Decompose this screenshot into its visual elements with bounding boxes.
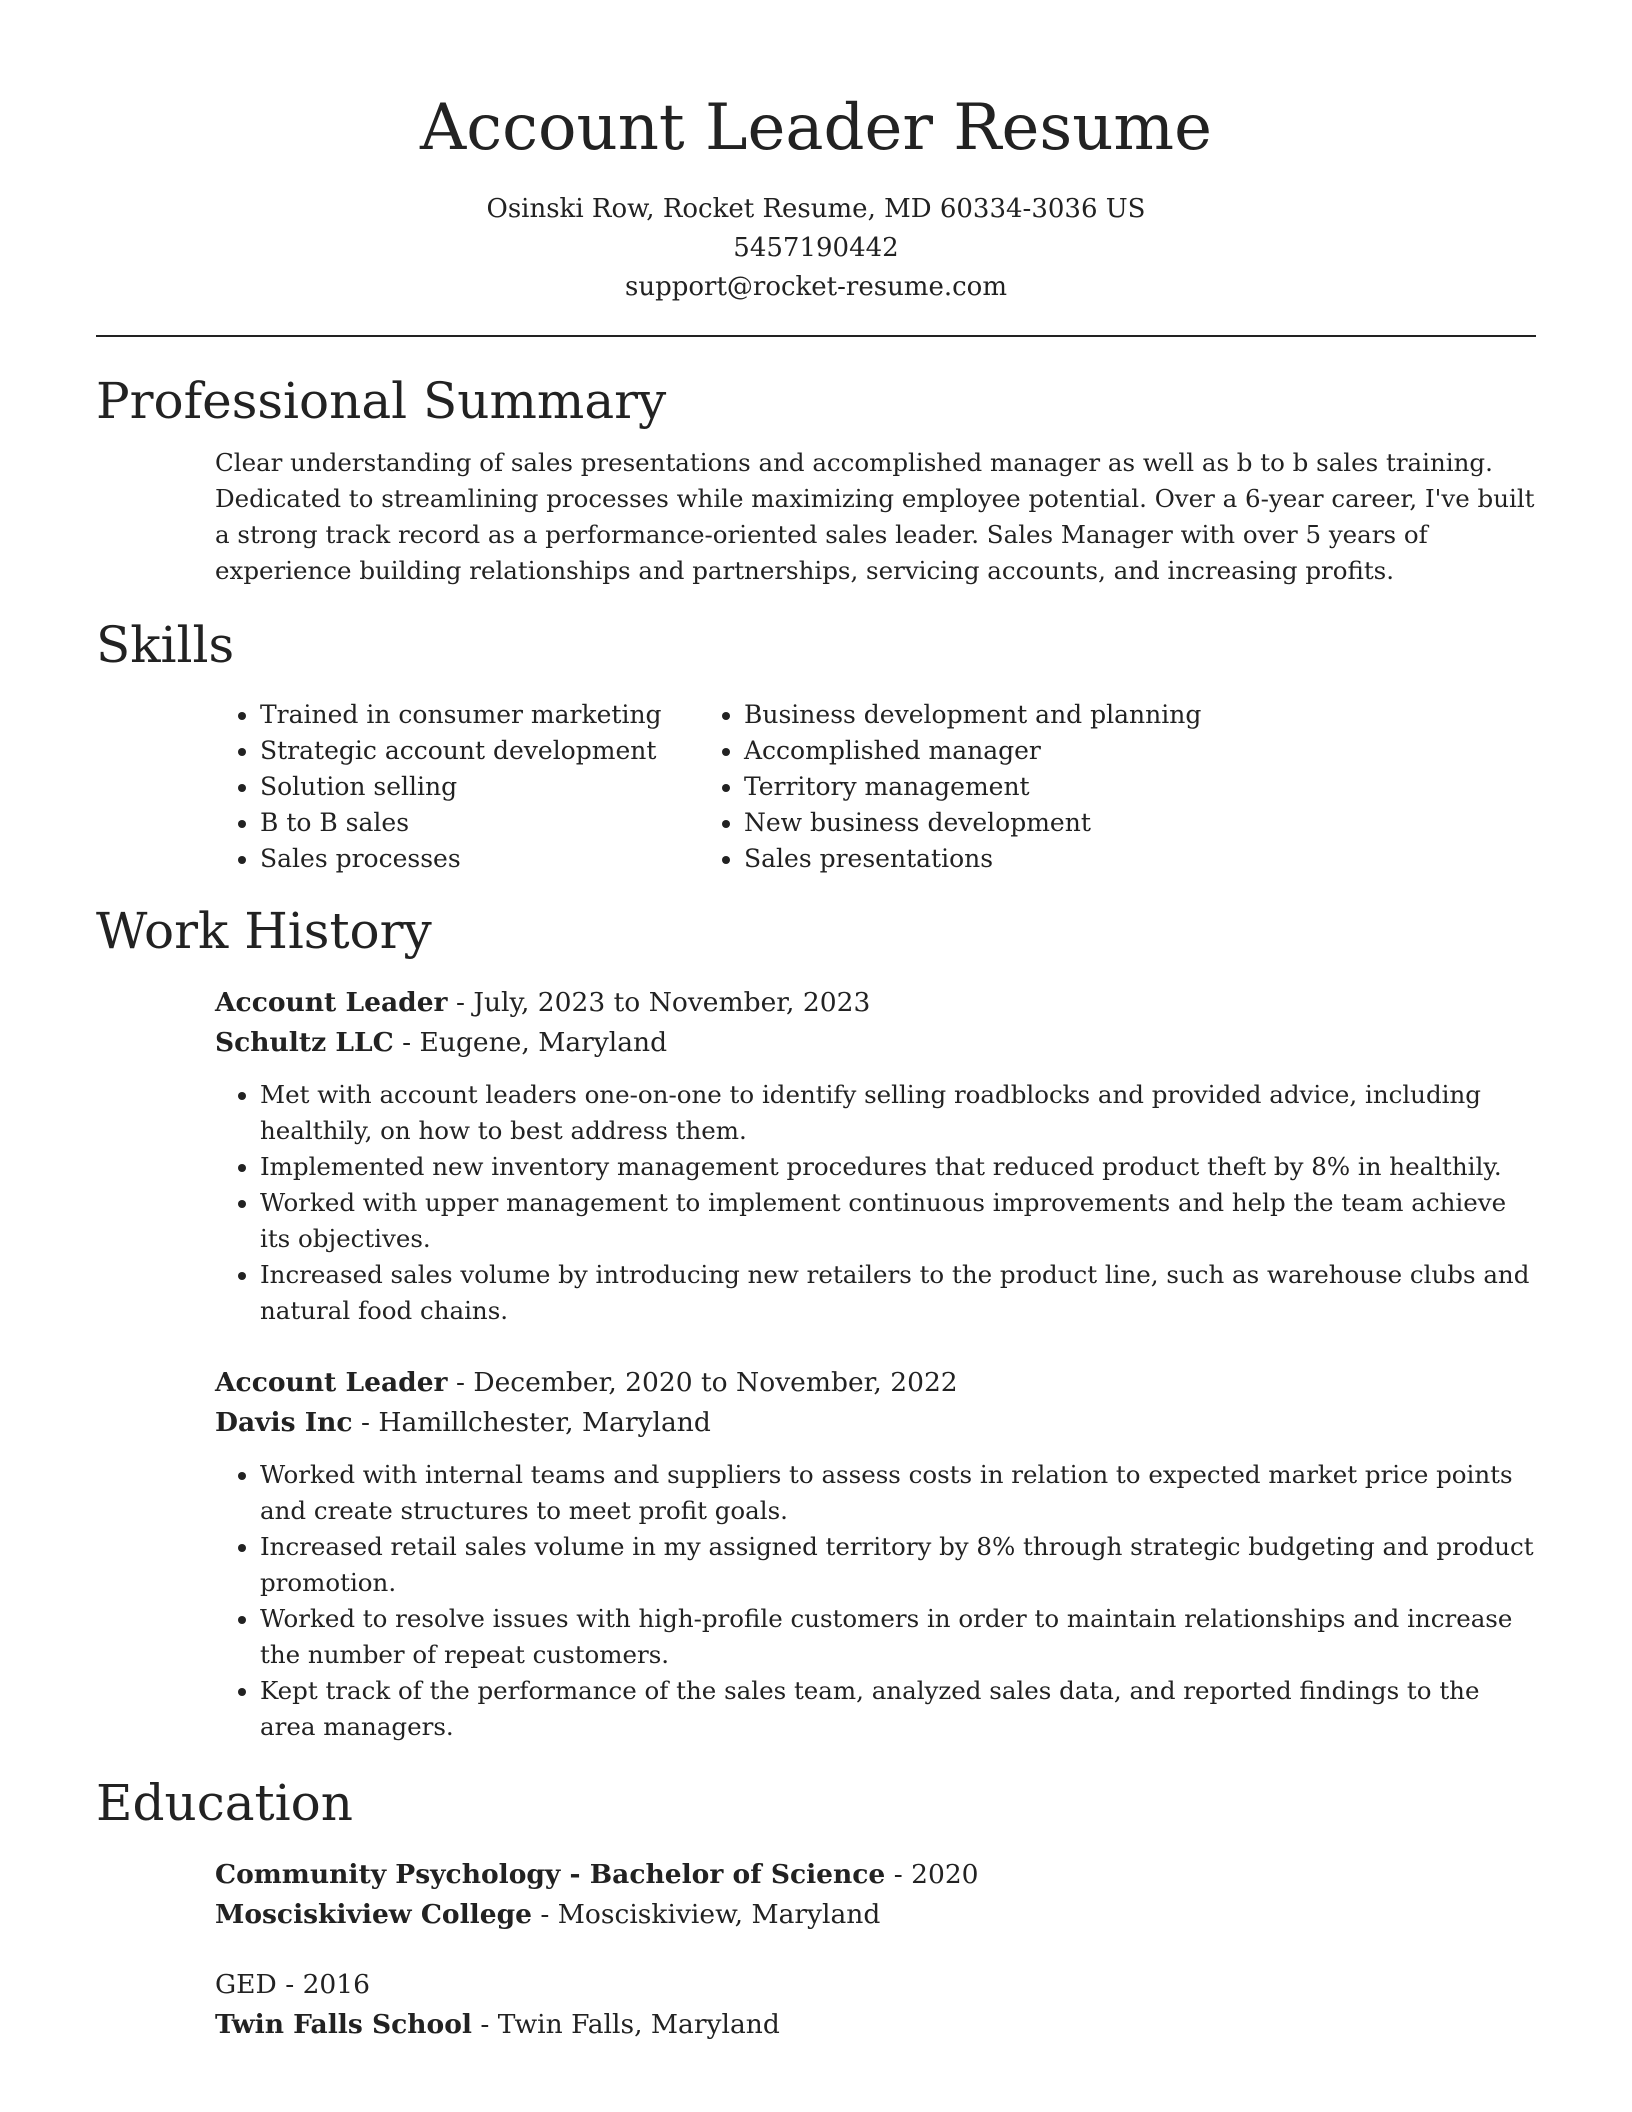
education-degree: GED: [215, 1969, 277, 2000]
job-bullet: • Met with account leaders one-on-one to identify selling roadblocks and provided advice, including healthily, on how to best address them.: [260, 1077, 1536, 1149]
job-entry: [215, 983, 1536, 1329]
summary-section: [96, 369, 1536, 589]
education-entry: [215, 1965, 1536, 2045]
skills-column-2: [744, 697, 1201, 877]
contact-address: Osinski Row, Rocket Resume, MD 60334-3036 US: [486, 194, 1146, 224]
education-school-line: [215, 2005, 1536, 2045]
job-entry: [215, 1363, 1536, 1745]
education-entry: [215, 1855, 1536, 1935]
job-title-line: [215, 1363, 1536, 1403]
summary-heading: Professional Summary: [96, 372, 667, 430]
skill-item: • Accomplished manager: [744, 733, 1201, 769]
skill-item: • Business development and planning: [744, 697, 1201, 733]
contact-email: support@rocket-resume.com: [624, 272, 1007, 302]
education-heading: Education: [96, 1774, 353, 1832]
work-history-section: [96, 899, 1536, 1745]
skill-item: • Strategic account development: [260, 733, 744, 769]
skills-section: [96, 613, 1536, 877]
skills-list: [96, 697, 1536, 877]
work-history-heading: Work History: [96, 902, 432, 960]
job-bullets: [215, 1457, 1536, 1745]
skill-item: • B to B sales: [260, 805, 744, 841]
resume-title: Account Leader Resume: [420, 91, 1212, 165]
job-company-line: [215, 1023, 1536, 1063]
skill-item: • Trained in consumer marketing: [260, 697, 744, 733]
skill-item: • Territory management: [744, 769, 1201, 805]
job-role: Account Leader: [215, 1367, 448, 1398]
job-company: Davis Inc: [215, 1407, 353, 1438]
education-school: Mosciskiview College: [215, 1899, 532, 1930]
skill-item: • Sales processes: [260, 841, 744, 877]
summary-text: Clear understanding of sales presentations and accomplished manager as well as b to b sales training. Dedicated to streamlining processes while maximizing employee potential. Over a 6-year career, I've built a strong track record as a performance-oriented sales leader. Sales Manager with over 5 years of experience building relationships and partnerships, servicing accounts, and increasing profits.: [215, 448, 1535, 585]
job-company: Schultz LLC: [215, 1027, 394, 1058]
job-role: Account Leader: [215, 987, 448, 1018]
job-bullet: • Increased retail sales volume in my assigned territory by 8% through strategic budgeting and product promotion.: [260, 1529, 1536, 1601]
job-title-line: [215, 983, 1536, 1023]
job-bullet: • Worked to resolve issues with high-profile customers in order to maintain relationships and increase the number of repeat customers.: [260, 1601, 1536, 1673]
education-school: Twin Falls School: [215, 2009, 472, 2040]
skills-heading: Skills: [96, 616, 235, 674]
education-location: - Mosciskiview, Maryland: [532, 1899, 881, 1930]
job-bullet: • Worked with upper management to implement continuous improvements and help the team achieve its objectives.: [260, 1185, 1536, 1257]
job-location: - Eugene, Maryland: [393, 1027, 668, 1058]
job-bullets: [215, 1077, 1536, 1329]
education-location: - Twin Falls, Maryland: [471, 2009, 780, 2040]
education-field: Community Psychology: [215, 1859, 561, 1890]
education-degree: - Bachelor of Science: [560, 1859, 886, 1890]
skill-item: • Sales presentations: [744, 841, 1201, 877]
skill-item: • New business development: [744, 805, 1201, 841]
education-year: - 2016: [276, 1969, 371, 2000]
header-divider: [96, 335, 1536, 337]
skill-item: • Solution selling: [260, 769, 744, 805]
job-location: - Hamillchester, Maryland: [352, 1407, 711, 1438]
education-year: - 2020: [885, 1859, 979, 1890]
job-bullet: • Worked with internal teams and suppliers to assess costs in relation to expected market price points and create structures to meet profit goals.: [260, 1457, 1536, 1529]
job-bullet: • Kept track of the performance of the sales team, analyzed sales data, and reported findings to the area managers.: [260, 1673, 1536, 1745]
resume-header: [96, 0, 1536, 307]
job-dates: - December, 2020 to November, 2022: [447, 1367, 958, 1398]
job-company-line: [215, 1403, 1536, 1443]
education-degree-line: [215, 1855, 1536, 1895]
education-school-line: [215, 1895, 1536, 1935]
contact-phone: 5457190442: [733, 233, 899, 263]
education-section: [96, 1771, 1536, 2045]
education-degree-line: [215, 1965, 1536, 2005]
job-bullet: • Increased sales volume by introducing new retailers to the product line, such as warehouse clubs and natural food chains.: [260, 1257, 1536, 1329]
skills-column-1: [96, 697, 744, 877]
job-bullet: • Implemented new inventory management procedures that reduced product theft by 8% in healthily.: [260, 1149, 1536, 1185]
job-dates: - July, 2023 to November, 2023: [447, 987, 871, 1018]
contact-info: [96, 190, 1536, 307]
